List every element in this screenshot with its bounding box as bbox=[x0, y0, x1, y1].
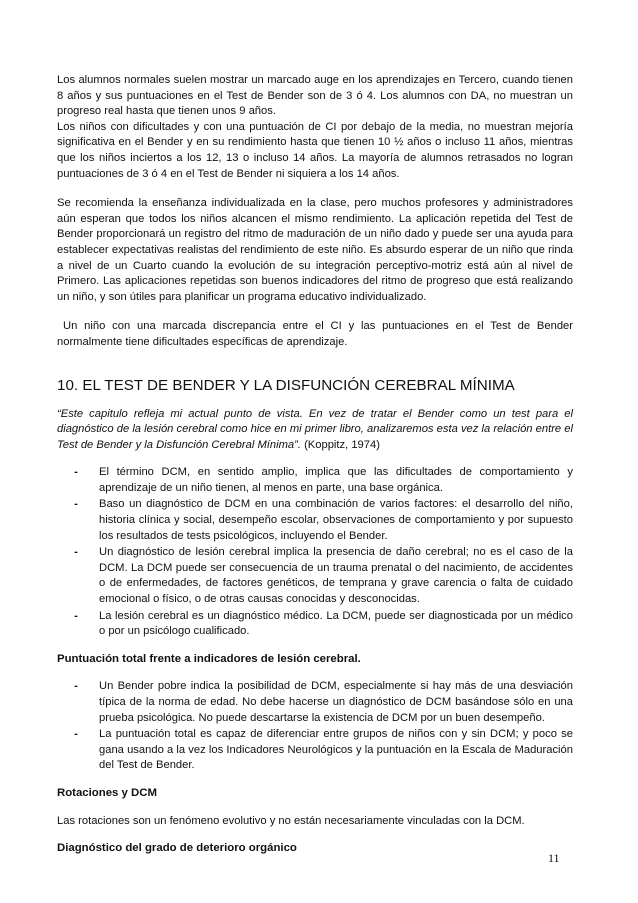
list-item bbox=[57, 727, 573, 774]
dcm-list bbox=[57, 465, 573, 640]
subheading-diagnostico: Diagnóstico del grado de deterioro orgánico bbox=[57, 842, 297, 855]
dash-bullet: - bbox=[74, 680, 78, 693]
paragraph-intro-1: Los alumnos normales suelen mostrar un marcado auge en los aprendizajes en Tercero, cuando tienen 8 años y sus puntuaciones en el Test de Bender son de 3 ó 4. Los alumnos con DA, no muestran un progreso real hasta que tienen unos 9 años. bbox=[57, 74, 573, 118]
section-title: 10. EL TEST DE BENDER Y LA DISFUNCIÓN CEREBRAL MÍNIMA bbox=[57, 376, 515, 394]
list-item bbox=[57, 609, 573, 640]
page-number: 11 bbox=[548, 851, 560, 865]
subheading-puntuacion: Puntuación total frente a indicadores de lesión cerebral. bbox=[57, 652, 361, 665]
dash-bullet: - bbox=[74, 546, 78, 559]
dash-bullet: - bbox=[74, 728, 78, 741]
list-item-text: La puntuación total es capaz de diferenciar entre grupos de niños con y sin DCM; y poco se gana usando a la vez los Indicadores Neurológicos y la puntuación en la Escala de Maduración del Test de Bender. bbox=[99, 728, 573, 772]
paragraph-intro-2: Los niños con dificultades y con una puntuación de CI por debajo de la media, no muestran mejoría significativa en el Bender y en su rendimiento hasta que tienen 10 ½ años o incluso 11 años, mientras que los niños inciertos a los 12, 13 o incluso 14 años. La mayoría de alumnos retrasados no logran puntuaciones de 3 ó 4 en el Test de Bender ni siquiera a los 14 años. bbox=[57, 120, 573, 180]
dash-bullet: - bbox=[74, 498, 78, 511]
document-page bbox=[57, 73, 573, 857]
list-item-text: Un diagnóstico de lesión cerebral implica la presencia de daño cerebral; no es el caso de la DCM. La DCM puede ser consecuencia de un trauma prenatal o del nacimiento, de accidentes o de enfermedades, de factores genéticos, de temprana y grave carencia o falta de cuidado emocional o físico, o de otras causas conocidas y desconocidas. bbox=[99, 546, 573, 606]
list-item bbox=[57, 497, 573, 544]
paragraph-discrepancy: Un niño con una marcada discrepancia entre el CI y las puntuaciones en el Test de Bender normalmente tiene dificultades específicas de aprendizaje. bbox=[57, 320, 573, 348]
quote-text: “Este capitulo refleja mi actual punto de vista. En vez de tratar el Bender como un test para el diagnóstico de la lesión cerebral como hice en mi primer libro, analizaremos esta vez la relación entre el Test de Bender y la Disfunción Cerebral Mínima”. bbox=[57, 407, 573, 451]
paragraph-rotaciones: Las rotaciones son un fenómeno evolutivo y no están necesariamente vinculadas con la DCM. bbox=[57, 814, 525, 827]
puntuacion-list bbox=[57, 679, 573, 774]
dash-bullet: - bbox=[74, 466, 78, 479]
list-item-text: Un Bender pobre indica la posibilidad de DCM, especialmente si hay más de una desviación típica de la norma de edad. No debe hacerse un diagnóstico de DCM basándose sólo en una prueba psicológica. No puede descartarse la existencia de DCM por un buen desempeño. bbox=[99, 680, 573, 724]
paragraph-recommendation: Se recomienda la enseñanza individualizada en la clase, pero muchos profesores y administradores aún esperan que todos los niños alcancen el mismo rendimiento. La aplicación repetida del Test de Bender proporcionará un registro del ritmo de maduración de un niño dado y puede ser una ayuda para establecer expectativas realistas del rendimiento de este niño. Es absurdo esperar de un niño que rinda a nivel de un Cuarto cuando la evolución de su integración perceptivo-motriz está aún al nivel de Primero. Las aplicaciones repetidas son buenos indicadores del ritmo de progreso que está realizando un niño, y son útiles para planificar un programa educativo individualizado. bbox=[57, 197, 573, 303]
list-item bbox=[57, 679, 573, 726]
list-item-text: El término DCM, en sentido amplio, implica que las dificultades de comportamiento y aprendizaje de un niño tienen, al menos en parte, una base orgánica. bbox=[99, 466, 573, 494]
quote-citation: (Koppitz, 1974) bbox=[300, 438, 380, 451]
list-item bbox=[57, 465, 573, 496]
list-item bbox=[57, 545, 573, 607]
koppitz-quote bbox=[57, 407, 573, 454]
dash-bullet: - bbox=[74, 609, 78, 622]
list-item-text: La lesión cerebral es un diagnóstico médico. La DCM, puede ser diagnosticada por un médico o por un psicólogo cualificado. bbox=[99, 609, 573, 638]
list-item-text: Baso un diagnóstico de DCM en una combinación de varios factores: el desarrollo del niño, historia clínica y social, desempeño escolar, observaciones de comportamiento y por supuesto los resultados de tests psicológicos, incluyendo el Bender. bbox=[99, 498, 573, 542]
subheading-rotaciones: Rotaciones y DCM bbox=[57, 786, 158, 799]
